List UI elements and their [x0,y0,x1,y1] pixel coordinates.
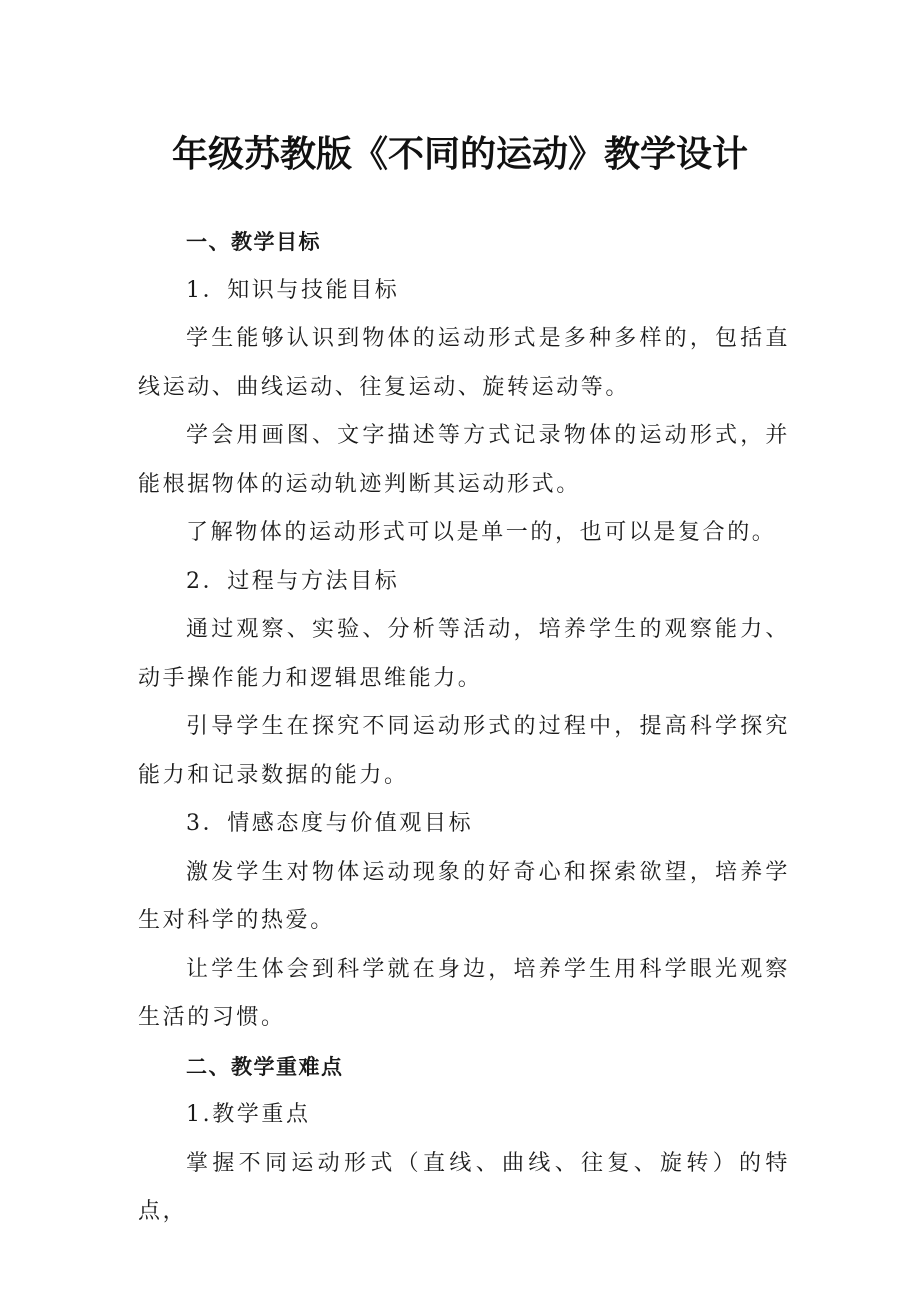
document-title: 年级苏教版《不同的运动》教学设计 [171,134,748,175]
paragraph: 了解物体的运动形式可以是单一的，也可以是复合的。 [186,520,777,545]
paragraph: 引导学生在探究不同运动形式的过程中，提高科学探究能力和记录数据的能力。 [138,714,790,788]
subsection-heading-process-method: 2．过程与方法目标 [186,568,400,594]
section-heading-key-points: 二、教学重难点 [186,1054,344,1079]
paragraph: 让学生体会到科学就在身边，培养学生用科学眼光观察生活的习惯。 [138,956,790,1030]
section-heading-objectives: 一、教学目标 [186,230,321,254]
paragraph: 学会用画图、文字描述等方式记录物体的运动形式，并能根据物体的运动轨迹判断其运动形式。 [138,423,790,497]
paragraph: 激发学生对物体运动现象的好奇心和探索欲望，培养学生对科学的热爱。 [138,859,790,933]
document-body [138,218,790,1237]
subsection-heading-emotion-values: 3．情感态度与价值观目标 [186,811,474,836]
paragraph: 掌握不同运动形式（直线、曲线、往复、旋转）的特点， [138,1150,790,1224]
subsection-heading-knowledge-skills: 1．知识与技能目标 [186,277,400,303]
subsection-heading-teaching-focus: 1.教学重点 [186,1102,311,1127]
paragraph: 学生能够认识到物体的运动形式是多种多样的，包括直线运动、曲线运动、往复运动、旋转运动等。 [138,326,790,400]
paragraph: 通过观察、实验、分析等活动，培养学生的观察能力、动手操作能力和逻辑思维能力。 [138,617,790,691]
